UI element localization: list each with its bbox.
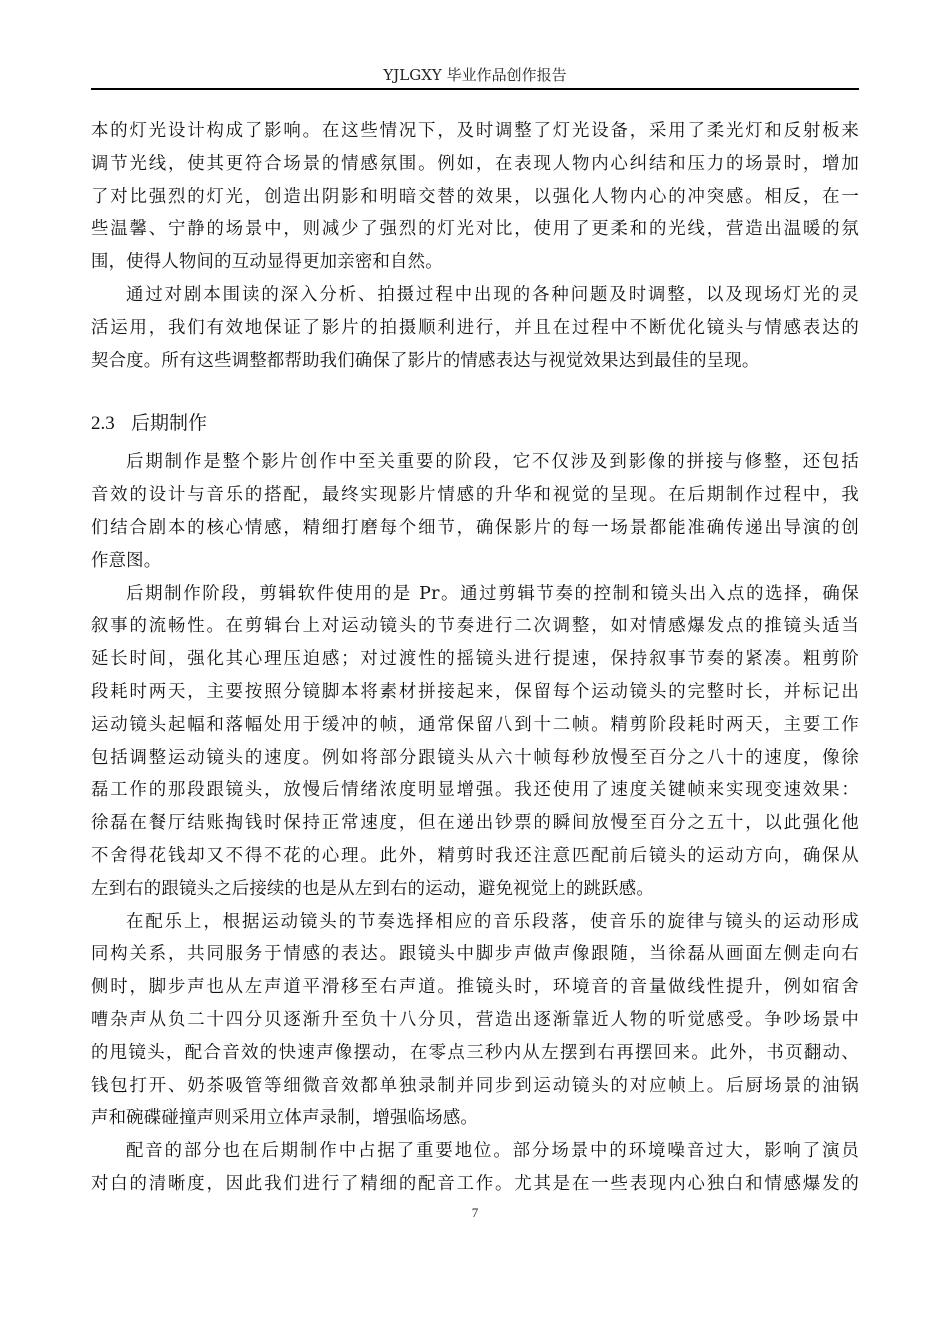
paragraph-line: 活运用，我们有效地保证了影片的拍摄顺利进行，并且在过程中不断优化镜头与情感表达的: [91, 317, 859, 338]
paragraph-line: 不舍得花钱却又不得不花的心理。此外，精剪时我还注意匹配前后镜头的运动方向，确保从: [91, 845, 859, 866]
paragraph: [91, 578, 859, 906]
paragraph-line: 们结合剧本的核心情感，精细打磨每个细节，确保影片的每一场景都能准确传递出导演的创: [91, 517, 859, 538]
paragraph-line: 徐磊在餐厅结账掏钱时保持正常速度，但在递出钞票的瞬间放慢至百分之五十，以此强化他: [91, 813, 859, 834]
section-paragraphs: [91, 446, 859, 1200]
paragraph-line: 本的灯光设计构成了影响。在这些情况下，及时调整了灯光设备，采用了柔光灯和反射板来: [91, 121, 859, 141]
paragraph-line: 围，使得人物间的互动显得更加亲密和自然。: [91, 252, 443, 273]
paragraph-line: 声和碗碟碰撞声则采用立体声录制，增强临场感。: [91, 1108, 478, 1129]
paragraph-line: 的甩镜头，配合音效的快速声像摆动，在零点三秒内从左摆到右再摆回来。此外，书页翻动、: [91, 1042, 859, 1063]
paragraph: [91, 1135, 859, 1201]
page-number: 7: [471, 1205, 479, 1220]
paragraph: [91, 906, 859, 1136]
paragraph: [91, 115, 859, 279]
paragraph-line: 包括调整运动镜头的速度。例如将部分跟镜头从六十帧每秒放慢至百分之八十的速度，像徐: [91, 747, 859, 768]
paragraph-line: 契合度。所有这些调整都帮助我们确保了影片的情感表达与视觉效果达到最佳的呈现。: [91, 350, 760, 371]
paragraph-line: 段耗时两天，主要按照分镜脚本将素材拼接起来，保留每个运动镜头的完整时长，并标记出: [91, 681, 859, 702]
paragraph-line: 通过对剧本围读的深入分析、拍摄过程中出现的各种问题及时调整，以及现场灯光的灵: [126, 284, 859, 305]
intro-paragraphs: [91, 115, 859, 377]
paragraph-line: 后期制作是整个影片创作中至关重要的阶段，它不仅涉及到影像的拼接与修整，还包括: [126, 452, 859, 473]
paragraph-line: 左到右的跟镜头之后接续的也是从左到右的运动，避免视觉上的跳跃感。: [91, 878, 654, 899]
paragraph: [91, 279, 859, 377]
paragraph-line: 侧时，脚步声也从左声道平滑移至右声道。推镜头时，环境音的音量做线性提升，例如宿舍: [91, 977, 859, 998]
paragraph-line: 音效的设计与音乐的搭配，最终实现影片情感的升华和视觉的呈现。在后期制作过程中，我: [91, 485, 859, 506]
section-heading: [91, 406, 859, 440]
paragraph-line: 延长时间，强化其心理压迫感；对过渡性的摇镜头进行提速，保持叙事节奏的紧凑。粗剪阶: [91, 649, 859, 670]
paragraph-line: 作意图。: [91, 550, 162, 571]
paragraph-line: 后期制作阶段，剪辑软件使用的是 Pr。通过剪辑节奏的控制和镜头出入点的选择，确保: [126, 583, 859, 604]
paragraph-line: 对白的清晰度，因此我们进行了精细的配音工作。尤其是在一些表现内心独白和情感爆发的: [91, 1173, 859, 1194]
paragraph-line: 钱包打开、奶茶吸管等细微音效都单独录制并同步到运动镜头的对应帧上。后厨场景的油锅: [91, 1075, 859, 1096]
paragraph-line: 叙事的流畅性。在剪辑台上对运动镜头的节奏进行二次调整，如对情感爆发点的推镜头适当: [91, 616, 859, 637]
document-body: [91, 115, 859, 1201]
paragraph-line: 调节光线，使其更符合场景的情感氛围。例如，在表现人物内心纠结和压力的场景时，增加: [91, 153, 859, 174]
paragraph-line: 嘈杂声从负二十四分贝逐渐升至负十八分贝，营造出逐渐靠近人物的听觉感受。争吵场景中: [91, 1009, 859, 1030]
page-header-title: YJLGXY 毕业作品创作报告: [383, 66, 567, 84]
paragraph: [91, 446, 859, 577]
paragraph-line: 同构关系，共同服务于情感的表达。跟镜头中脚步声做声像跟随，当徐磊从画面左侧走向右: [91, 944, 859, 965]
paragraph-line: 在配乐上，根据运动镜头的节奏选择相应的音乐段落，使音乐的旋律与镜头的运动形成: [126, 911, 859, 932]
paragraph-line: 配音的部分也在后期制作中占据了重要地位。部分场景中的环境噪音过大，影响了演员: [126, 1141, 859, 1162]
paragraph-line: 磊工作的那段跟镜头，放慢后情绪浓度明显增强。我还使用了速度关键帧来实现变速效果：: [91, 780, 859, 801]
paragraph-line: 运动镜头起幅和落幅处用于缓冲的帧，通常保留八到十二帧。精剪阶段耗时两天，主要工作: [91, 714, 859, 735]
paragraph-line: 了对比强烈的灯光，创造出阴影和明暗交替的效果，以强化人物内心的冲突感。相反，在一: [91, 186, 859, 207]
section-number: 2.3: [91, 413, 115, 435]
header-divider: [91, 88, 859, 90]
section-title: 后期制作: [131, 412, 208, 435]
paragraph-line: 些温馨、宁静的场景中，则减少了强烈的灯光对比，使用了更柔和的光线，营造出温暖的氛: [91, 219, 859, 240]
